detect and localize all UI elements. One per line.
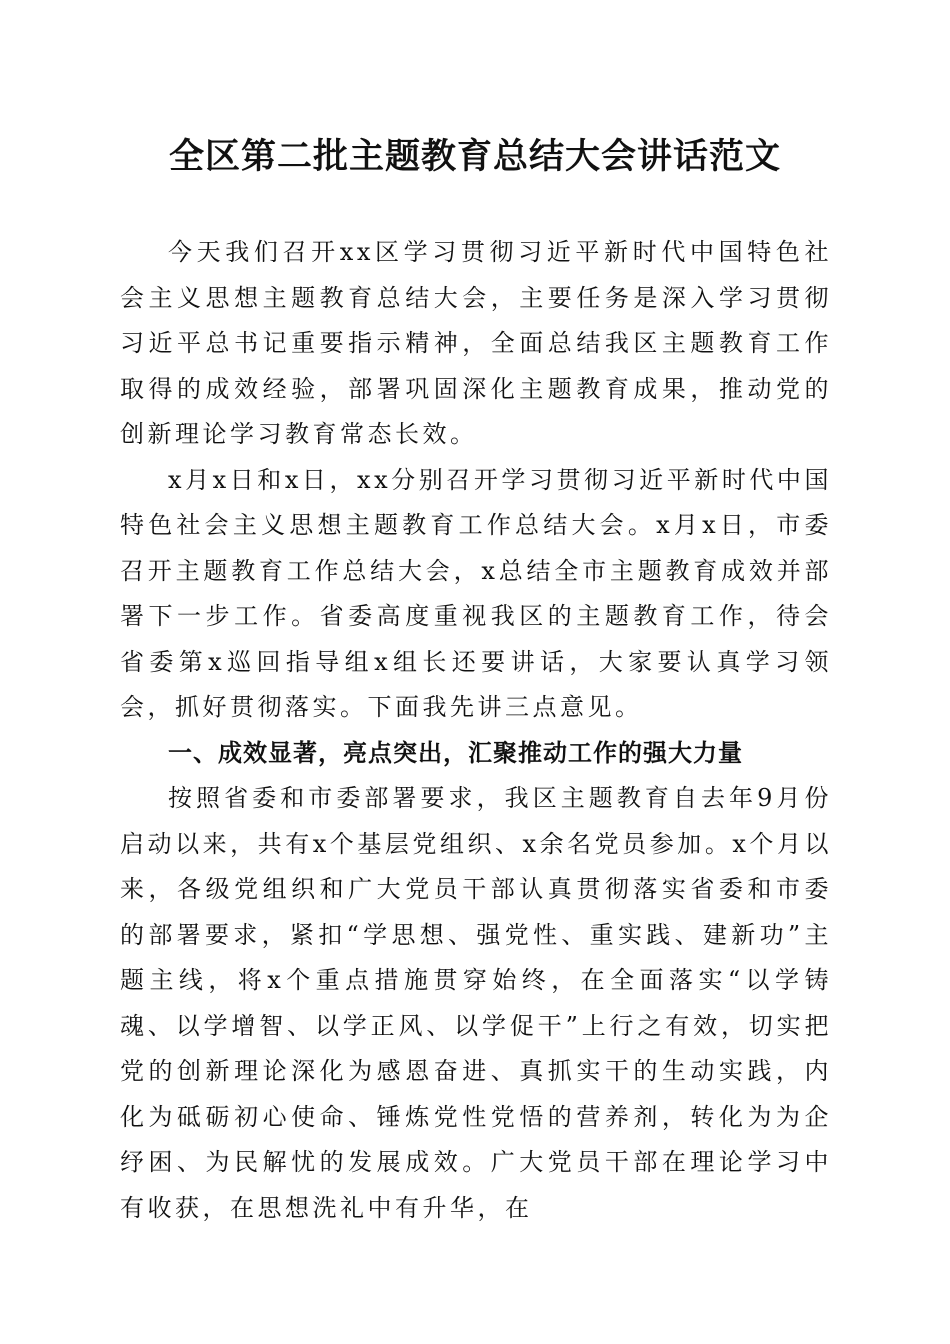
document-body: [120, 230, 832, 1231]
section-paragraph: 按照省委和市委部署要求，我区主题教育自去年9月份启动以来，共有x个基层党组织、x余名党员参加。x个月以来，各级党组织和广大党员干部认真贯彻落实省委和市委的部署要求，紧扣“学思想、强党性、重实践、建新功”主题主线，将x个重点措施贯穿始终，在全面落实“以学铸魂、以学增智、以学正风、以学促干”上行之有效，切实把党的创新理论深化为感恩奋进、真抓实干的生动实践，内化为砥砺初心使命、锤炼党性党悟的营养剂，转化为为企纾困、为民解忧的发展成效。广大党员干部在理论学习中有收获，在思想洗礼中有升华，在: [120, 784, 832, 1222]
intro-paragraph: 今天我们召开xx区学习贯彻习近平新时代中国特色社会主义思想主题教育总结大会，主要任务是深入学习贯彻习近平总书记重要指示精神，全面总结我区主题教育工作取得的成效经验，部署巩固深化主题教育成果，推动党的创新理论学习教育常态长效。: [120, 238, 832, 448]
document-title: 全区第二批主题教育总结大会讲话范文: [168, 136, 781, 177]
context-paragraph: x月x日和x日，xx分别召开学习贯彻习近平新时代中国特色社会主义思想主题教育工作总结大会。x月x日，市委召开主题教育工作总结大会，x总结全市主题教育成效并部署下一步工作。省委高度重视我区的主题教育工作，待会省委第x巡回指导组x组长还要讲话，大家要认真学习领会，抓好贯彻落实。下面我先讲三点意见。: [120, 465, 832, 721]
section-heading: 一、成效显著，亮点突出，汇聚推动工作的强大力量: [168, 738, 743, 767]
